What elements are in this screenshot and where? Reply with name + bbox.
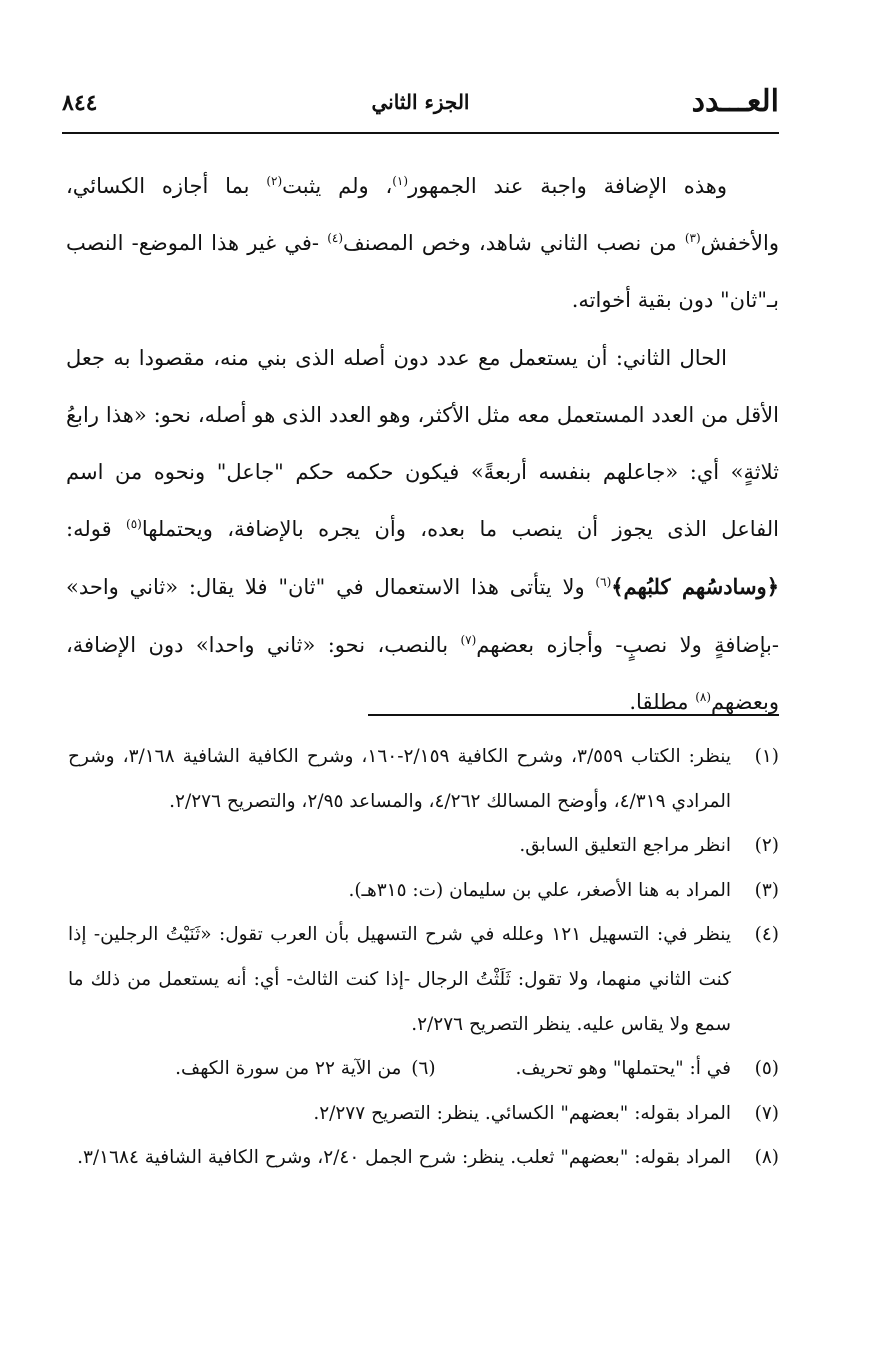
chapter-title: العـــدد	[691, 84, 779, 119]
text-run: الحال الثاني: أن يستعمل مع عدد دون أصله الذى بني منه، مقصودا به جعل الأقل من العدد المستعمل معه مثل الأكثر، وهو العدد الذى هو أصله، نحو: «هذا رابعُ ثلاثةٍ» أي: «جاعلهم بنفسه أربعةً» فيكون حكمه حكم "جاعل" ونحوه من اسم الفاعل الذى يجوز أن ينصب ما بعده، وأن يجره بالإضافة، ويحتملها	[66, 345, 779, 542]
footnote-1	[68, 735, 779, 824]
text-run: قوله:	[66, 517, 126, 542]
footnote-ref-6: (٦)	[595, 575, 612, 590]
quran-quote: ﴿وسادسُهم كلبُهم﴾	[611, 574, 779, 600]
main-text	[66, 158, 779, 731]
running-head	[62, 84, 779, 124]
footnote-number: (٣)	[754, 879, 779, 901]
footnote-number: (٨)	[754, 1147, 779, 1169]
footnote-ref-1: (١)	[392, 174, 409, 188]
text-run: مطلقا.	[629, 689, 696, 714]
footnote-5-6-line	[68, 1047, 779, 1092]
footnote-3	[68, 869, 779, 914]
footnote-number: (٦)	[411, 1058, 436, 1080]
footnote-2	[68, 824, 779, 869]
footnote-ref-3: (٣)	[684, 231, 701, 246]
paragraph-2	[66, 330, 779, 731]
footnote-text: ينظر: الكتاب ٣/٥٥٩، وشرح الكافية ٢/١٥٩-١٦٠، وشرح الكافية الشافية ٣/١٦٨، وشرح المرادي ٤/٣١٩، وأوضح المسالك ٤/٢٦٢، والمساعد ٢/٩٥، والتصريح ٢/٢٧٦.	[68, 746, 731, 812]
footnote-ref-4: (٤)	[327, 231, 344, 246]
footnote-text: في أ: "يحتملها" وهو تحريف.	[515, 1058, 731, 1080]
footnote-text: المراد بقوله: "بعضهم" الكسائي. ينظر: التصريح ٢/٢٧٧.	[313, 1102, 731, 1124]
page-number: ٨٤٤	[62, 90, 98, 116]
footnote-ref-7: (٧)	[460, 632, 477, 647]
text-run: بالنصب، نحو: «ثاني واحدا» دون الإضافة، وبعضهم	[66, 632, 779, 714]
footnote-text: ينظر في: التسهيل ١٢١ وعلله في شرح التسهيل بأن العرب تقول: «ثَنَيْتُ الرجلين- إذا كنت الثاني منهما، ولا تقول: ثَلَثْتُ الرجال -إذا كنت الثالث- أي: أنه يستعمل من ذلك ما سمع ولا يقاس عليه. ينظر التصريح ٢/٢٧٦.	[68, 924, 731, 1035]
text-run: وهذه الإضافة واجبة عند الجمهور	[408, 174, 727, 198]
footnote-ref-2: (٢)	[266, 174, 283, 188]
footnote-text: من الآية ٢٢ من سورة الكهف.	[175, 1058, 402, 1080]
text-run: -في غير هذا الموضع- النصب بـ"ثان" دون بقية أخواته.	[66, 231, 779, 313]
text-run: ولا يتأتى هذا الاستعمال في "ثان" فلا يقال: «ثاني واحد» -بإضافةٍ ولا نصبٍ- وأجازه بعضهم	[66, 575, 779, 657]
text-run: بما أجازه الكسائي، والأخفش	[66, 174, 779, 256]
footnote-text: انظر مراجع التعليق السابق.	[519, 835, 731, 857]
footnote-number: (١)	[754, 746, 779, 767]
header-rule	[62, 132, 779, 134]
footnote-number: (٤)	[754, 924, 779, 946]
footnote-separator	[368, 714, 779, 716]
footnote-text: المراد به هنا الأصغر، علي بن سليمان (ت: ٣١٥هـ).	[348, 879, 731, 901]
footnote-number: (٧)	[754, 1102, 779, 1124]
part-title: الجزء الثاني	[371, 90, 470, 114]
footnote-number: (٢)	[754, 835, 779, 857]
footnote-ref-8: (٨)	[695, 689, 712, 704]
footnote-8	[68, 1136, 779, 1181]
text-run: ، ولم يثبت	[282, 174, 393, 198]
footnote-7	[68, 1092, 779, 1137]
footnote-number: (٥)	[754, 1058, 779, 1080]
text-run: من نصب الثاني شاهد، وخص المصنف	[343, 231, 685, 256]
footnote-text: المراد بقوله: "بعضهم" ثعلب. ينظر: شرح الجمل ٢/٤٠، وشرح الكافية الشافية ٣/١٦٨٤.	[77, 1147, 731, 1169]
footnote-4	[68, 913, 779, 1047]
footnotes	[68, 735, 779, 1181]
paragraph-1	[66, 158, 779, 330]
footnote-ref-5: (٥)	[126, 517, 142, 532]
